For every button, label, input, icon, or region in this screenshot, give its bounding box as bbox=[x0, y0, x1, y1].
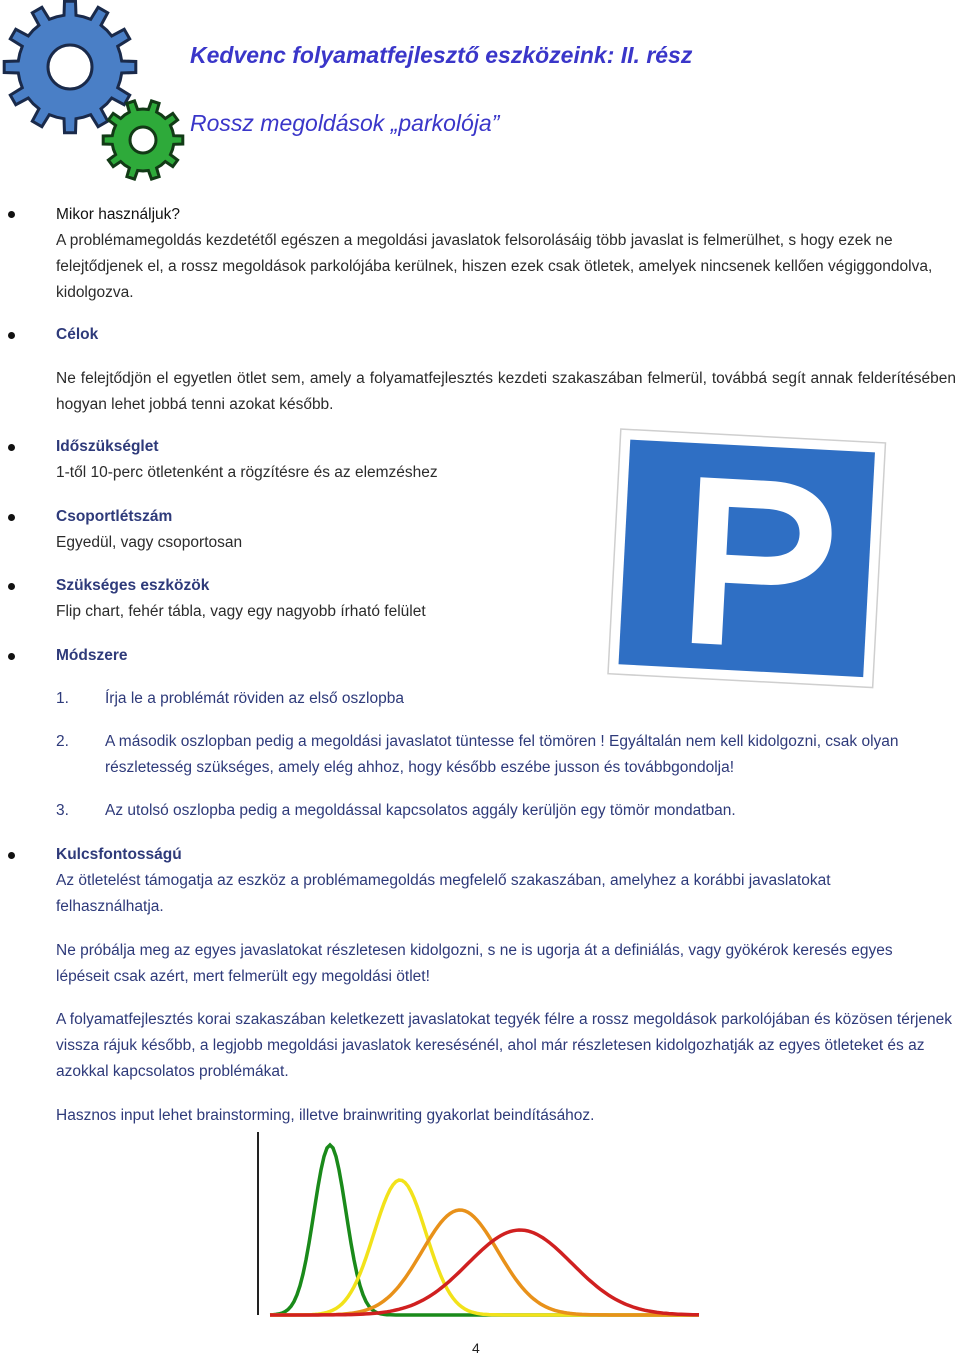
section-text-kulcs-3: A folyamatfejlesztés korai szakaszában keletkezett javaslatokat tegyék félre a rossz megoldások parkolójában és közösen térjenek vissza rájuk később, a legjobb megoldási javaslatok keresésénél, ahol már részletesen kidolgozhatják az egyes ötleteket és az azokkal kapcsolatos problémákat. bbox=[56, 1011, 953, 1080]
page-number: 4 bbox=[472, 1340, 480, 1356]
section-text-eszkozok: Flip chart, fehér tábla, vagy egy nagyobb írható felület bbox=[56, 603, 426, 620]
section-heading-celok: Célok bbox=[56, 326, 99, 343]
green-gear-icon bbox=[103, 101, 183, 179]
step-text: Írja le a problémát röviden az első oszlopba bbox=[105, 690, 404, 707]
parking-sign-image bbox=[580, 428, 920, 698]
section-heading-mikor: Mikor használjuk? bbox=[56, 206, 181, 223]
distribution-curve bbox=[270, 1210, 699, 1315]
step-text: A második oszlopban pedig a megoldási javaslatot tüntesse fel tömören ! Egyáltalán nem kell kidolgozni, csak olyan részletesség szükséges, amely elég ahhoz, hogy később eszébe jusson és továbbgondolja! bbox=[105, 733, 899, 776]
bullet-icon bbox=[8, 852, 15, 859]
section-text-kulcs-2: Ne próbálja meg az egyes javaslatokat részletesen kidolgozni, s ne is ugorja át a definiálás, vagy gyökérok keresés egyes lépéseit csak azért, mert felmerült egy megoldási ötlet! bbox=[56, 942, 893, 985]
section-text-mikor: A problémamegoldás kezdetétől egészen a megoldási javaslatok felsorolásáig több javaslat is felmerülhet, s hogy ezek ne felejtődjenek el, a rossz megoldások parkolójába kerülnek, hiszen ezek csak ötletek, amelyek nincsenek kellően végiggondolva, kidolgozva. bbox=[56, 232, 933, 301]
blue-gear-icon bbox=[4, 1, 136, 133]
section-heading-csoport: Csoportlétszám bbox=[56, 508, 173, 525]
section-text-kulcs-1: Az ötletelést támogatja az eszköz a problémamegoldás megfelelő szakaszában, amelyhez a korábbi javaslatokat felhasználhatja. bbox=[56, 872, 831, 915]
section-heading-kulcs: Kulcsfontosságú bbox=[56, 846, 182, 863]
bullet-icon bbox=[8, 211, 15, 218]
distribution-curves-image bbox=[250, 1130, 710, 1320]
step-number: 1. bbox=[56, 690, 69, 707]
page-title: Kedvenc folyamatfejlesztő eszközeink: II. rész bbox=[190, 42, 693, 68]
distribution-curve bbox=[270, 1230, 699, 1315]
bullet-icon bbox=[8, 332, 15, 339]
section-heading-eszkozok: Szükséges eszközök bbox=[56, 577, 210, 594]
bullet-icon bbox=[8, 653, 15, 660]
section-heading-modszere: Módszere bbox=[56, 647, 128, 664]
section-heading-ido: Időszükséglet bbox=[56, 438, 159, 455]
step-number: 2. bbox=[56, 733, 69, 750]
section-text-ido: 1-től 10-perc ötletenként a rögzítésre és az elemzéshez bbox=[56, 464, 438, 481]
step-text: Az utolsó oszlopba pedig a megoldással kapcsolatos aggály kerüljön egy tömör mondatban. bbox=[105, 802, 736, 819]
section-text-celok: Ne felejtődjön el egyetlen ötlet sem, amely a folyamatfejlesztés kezdeti szakaszában felmerül, továbbá segít annak felderítésében hogyan lehet jobbá tenni azokat később. bbox=[56, 370, 956, 413]
bullet-icon bbox=[8, 444, 15, 451]
gears-logo bbox=[0, 0, 185, 185]
bullet-icon bbox=[8, 583, 15, 590]
page-subtitle: Rossz megoldások „parkolója” bbox=[190, 110, 500, 136]
section-text-kulcs-4: Hasznos input lehet brainstorming, illetve brainwriting gyakorlat beindításához. bbox=[56, 1107, 595, 1124]
step-number: 3. bbox=[56, 802, 69, 819]
bullet-icon bbox=[8, 514, 15, 521]
section-text-csoport: Egyedül, vagy csoportosan bbox=[56, 534, 243, 551]
